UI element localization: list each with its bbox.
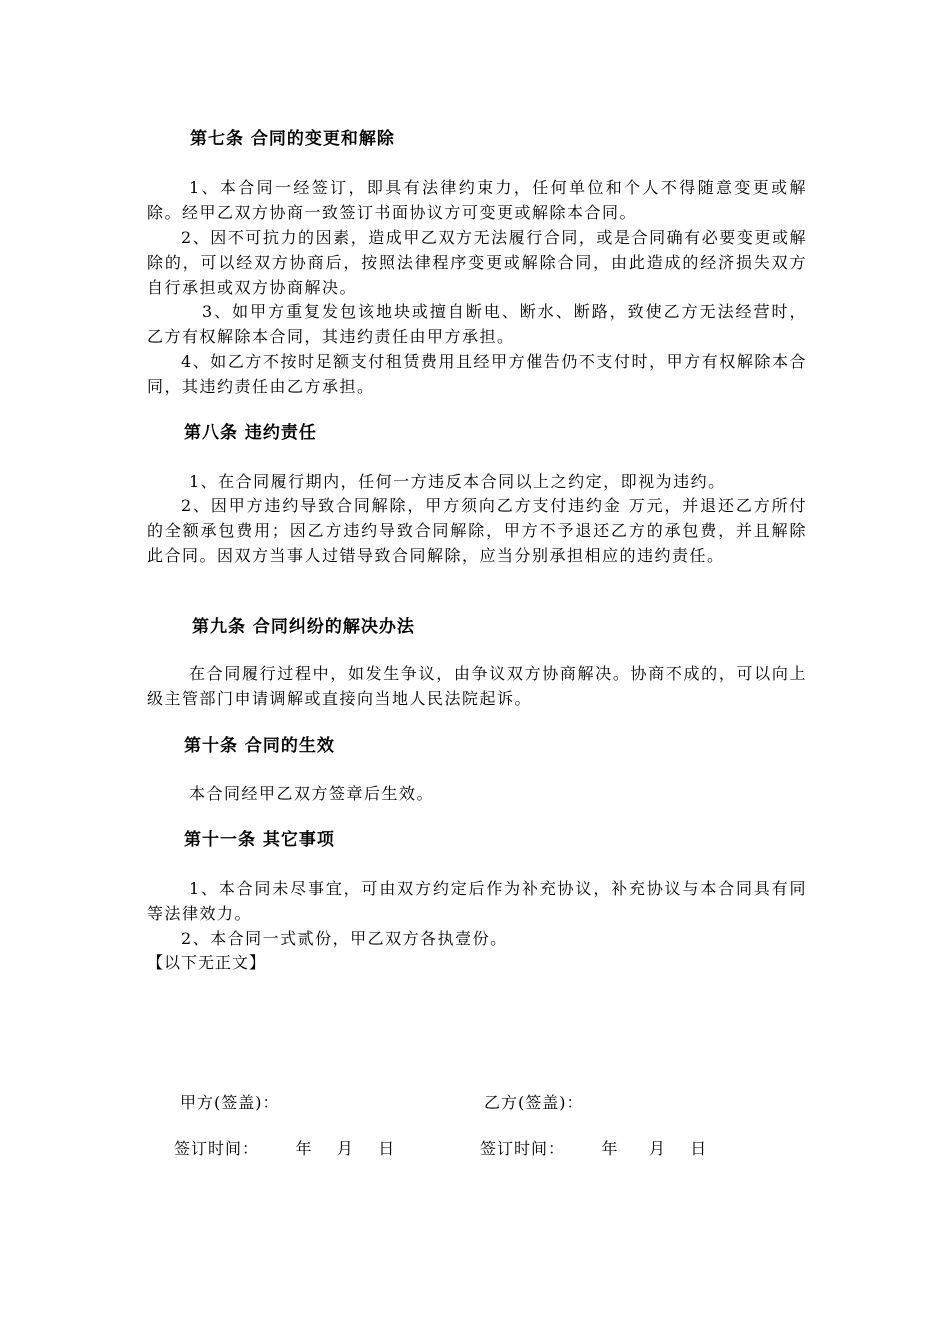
section-7-para-2: 2、因不可抗力的因素，造成甲乙双方无法履行合同，或是合同确有必要变更或解除的，可以经双方协商后，按照法律程序变更或解除合同，由此造成的经济损失双方自行承担或双方协商解决。: [147, 228, 807, 297]
section-9-para-1: 在合同履行过程中，如发生争议，由争议双方协商解决。协商不成的，可以向上级主管部门申请调解或直接向当地人民法院起诉。: [147, 664, 807, 708]
section-11-heading: 第十一条 其它事项: [184, 830, 335, 850]
party-b-seal-label: 乙方(签盖)：: [484, 1093, 584, 1112]
section-10-heading: 第十条 合同的生效: [184, 736, 335, 756]
party-a-date-label: 签订时间： 年 月 日: [174, 1139, 396, 1158]
section-8-para-1: 1、在合同履行期内，任何一方违反本合同以上之约定，即视为违约。: [189, 472, 726, 491]
section-8-para-2: 2、因甲方违约导致合同解除，甲方须向乙方支付违约金 万元，并退还乙方所付的全额承包费用；因乙方违约导致合同解除，甲方不予退还乙方的承包费，并且解除此合同。因双方当事人过错导致合同解除，应当分别承担相应的违约责任。: [147, 496, 807, 565]
section-7-para-3: 3、如甲方重复发包该地块或擅自断电、断水、断路，致使乙方无法经营时，乙方有权解除本合同，其违约责任由甲方承担。: [147, 302, 807, 346]
party-b-date-label: 签订时间： 年 月 日: [480, 1139, 708, 1158]
section-7-heading: 第七条 合同的变更和解除: [190, 129, 395, 149]
party-a-seal-label: 甲方(签盖)：: [180, 1093, 280, 1112]
section-11-para-1: 1、本合同未尽事宜，可由双方约定后作为补充协议，补充协议与本合同具有同等法律效力。: [147, 879, 807, 923]
section-7-para-1: 1、本合同一经签订，即具有法律约束力，任何单位和个人不得随意变更或解除。经甲乙双方协商一致签订书面协议方可变更或解除本合同。: [147, 178, 807, 222]
section-7-para-4: 4、如乙方不按时足额支付租赁费用且经甲方催告仍不支付时，甲方有权解除本合同，其违约责任由乙方承担。: [147, 352, 807, 396]
section-10-para-1: 本合同经甲乙双方签章后生效。: [189, 784, 435, 803]
section-9-heading: 第九条 合同纠纷的解决办法: [192, 617, 415, 637]
end-note: 【以下无正文】: [147, 953, 267, 972]
section-11-para-2: 2、本合同一式贰份，甲乙双方各执壹份。: [181, 929, 508, 948]
section-8-heading: 第八条 违约责任: [184, 423, 317, 443]
